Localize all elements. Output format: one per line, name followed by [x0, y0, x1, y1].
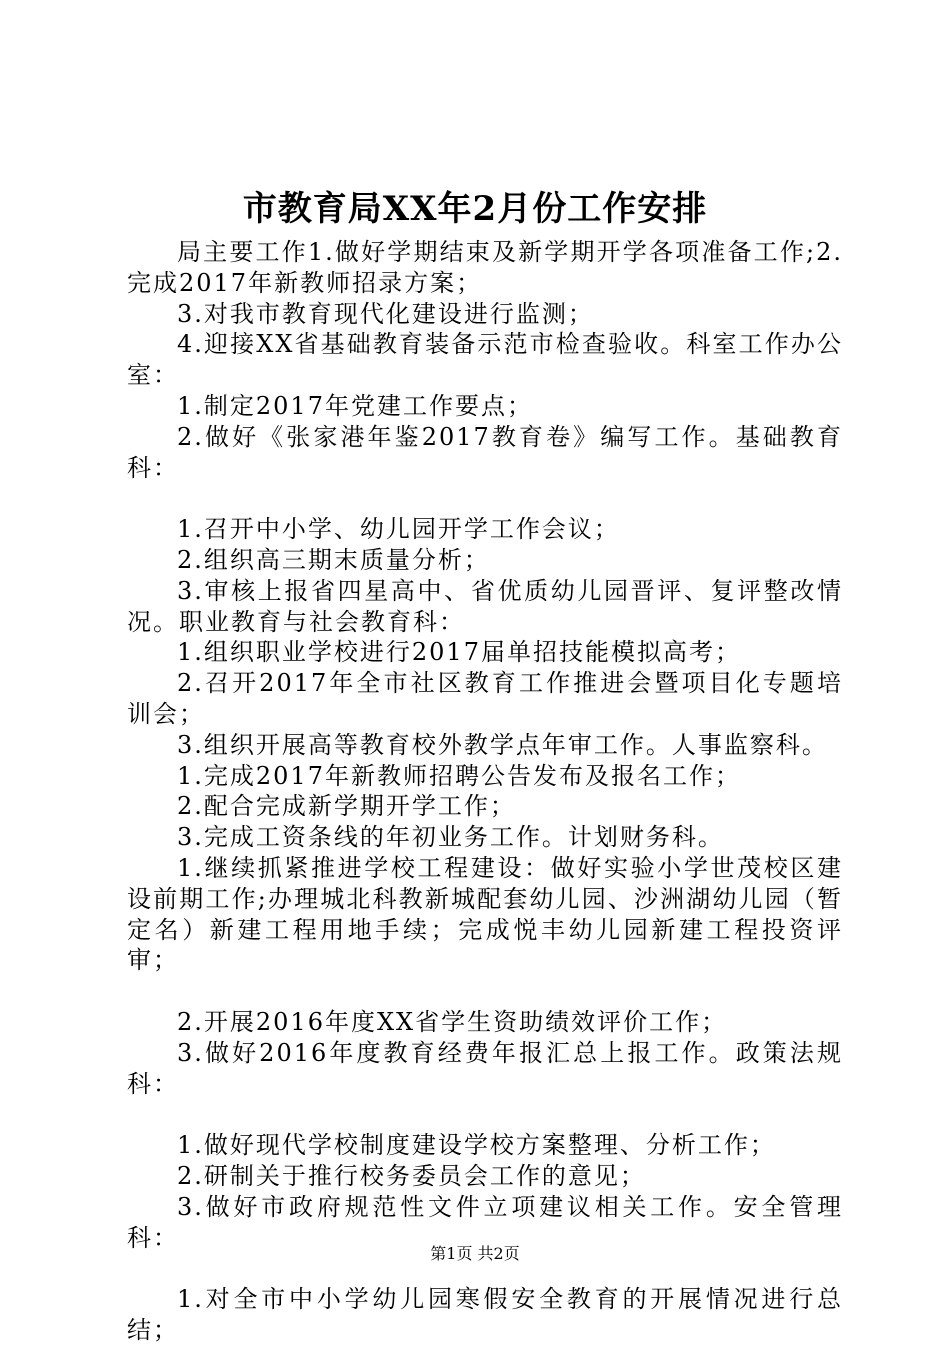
paragraph-19: 2.研制关于推行校务委员会工作的意见；	[177, 1161, 646, 1190]
paragraph-21: 1.对全市中小学幼儿园寒假安全教育的开展情况进行总结；	[127, 1285, 843, 1344]
paragraph-5: 2.做好《张家港年鉴2017教育卷》编写工作。基础教育科：	[127, 422, 843, 482]
document-body	[127, 237, 843, 1346]
paragraph-1: 局主要工作1.做好学期结束及新学期开学各项准备工作;2.完成2017年新教师招录方案；	[127, 238, 843, 297]
paragraph-3: 4.迎接XX省基础教育装备示范市检查验收。科室工作办公室：	[127, 330, 843, 390]
page-footer: 第1页 共2页	[430, 1244, 520, 1263]
paragraph-10: 2.召开2017年全市社区教育工作推进会暨项目化专题培训会；	[127, 669, 843, 728]
paragraph-16: 2.开展2016年度XX省学生资助绩效评价工作；	[177, 1007, 728, 1036]
document-title: 市教育局XX年2月份工作安排	[242, 189, 708, 229]
paragraph-17: 3.做好2016年度教育经费年报汇总上报工作。政策法规科：	[127, 1038, 843, 1098]
paragraph-15: 1.继续抓紧推进学校工程建设：做好实验小学世茂校区建设前期工作;办理城北科教新城配套幼儿园、沙洲湖幼儿园（暂定名）新建工程用地手续；完成悦丰幼儿园新建工程投资评审；	[127, 853, 843, 975]
paragraph-4: 1.制定2017年党建工作要点；	[177, 391, 533, 420]
paragraph-13: 2.配合完成新学期开学工作；	[177, 792, 516, 821]
paragraph-7: 2.组织高三期末质量分析；	[177, 545, 490, 574]
paragraph-2: 3.对我市教育现代化建设进行监测；	[177, 299, 594, 328]
paragraph-18: 1.做好现代学校制度建设学校方案整理、分析工作；	[177, 1131, 776, 1160]
paragraph-14: 3.完成工资条线的年初业务工作。计划财务科。	[177, 823, 724, 852]
paragraph-12: 1.完成2017年新教师招聘公告发布及报名工作；	[177, 761, 741, 790]
paragraph-9: 1.组织职业学校进行2017届单招技能模拟高考；	[177, 638, 741, 667]
paragraph-8: 3.审核上报省四星高中、省优质幼儿园晋评、复评整改情况。职业教育与社会教育科：	[127, 576, 843, 636]
paragraph-6: 1.召开中小学、幼儿园开学工作会议；	[177, 515, 620, 544]
paragraph-11: 3.组织开展高等教育校外教学点年审工作。人事监察科。	[177, 730, 828, 759]
paragraph-20: 3.做好市政府规范性文件立项建议相关工作。安全管理科：	[127, 1192, 843, 1252]
